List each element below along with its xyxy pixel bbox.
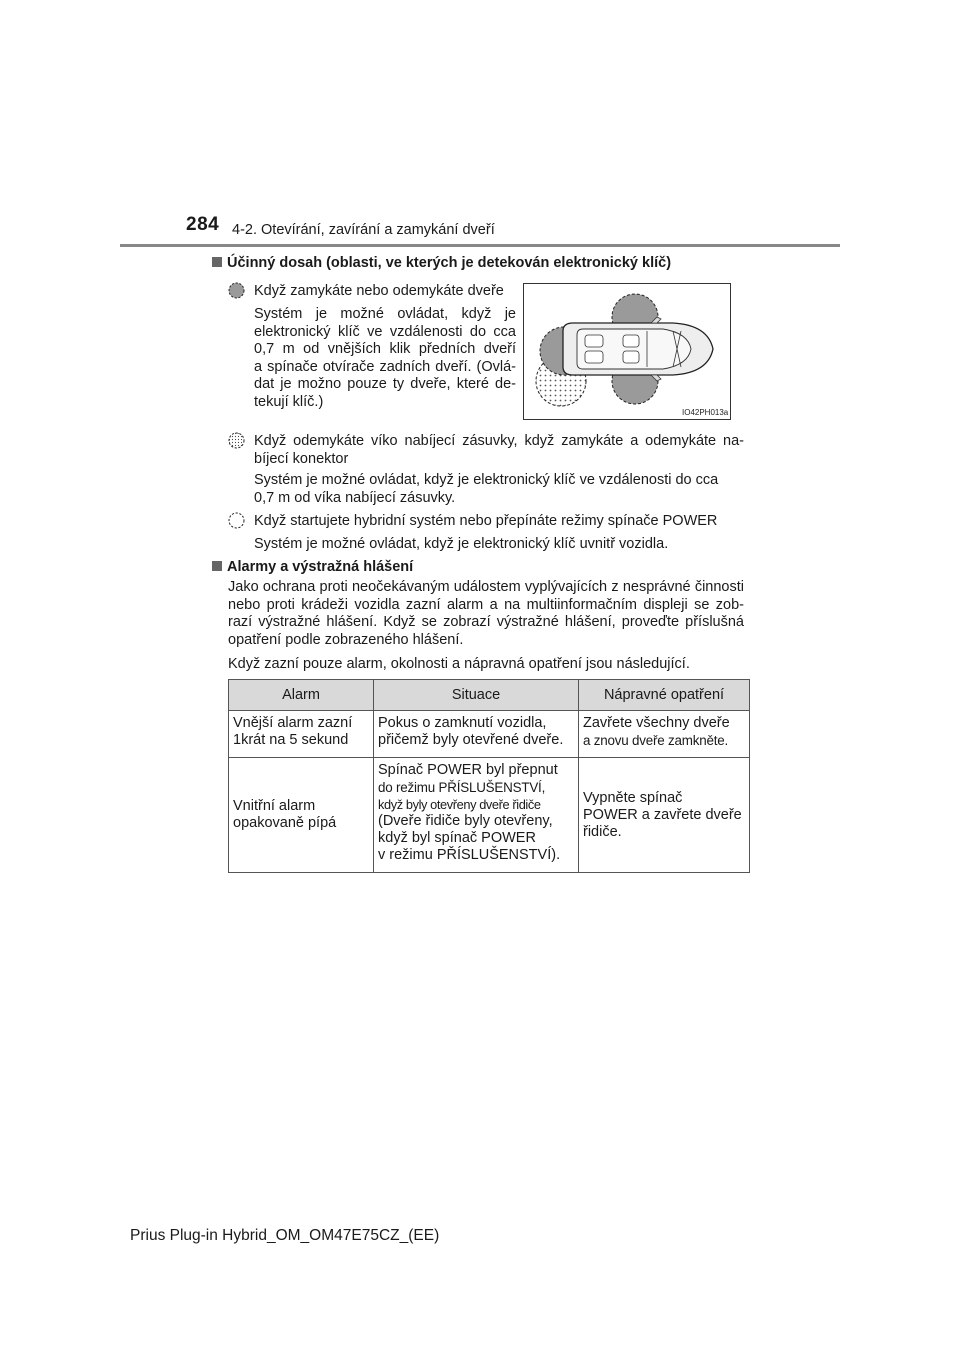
item2-title-line: bíjecí konektor xyxy=(254,450,349,467)
cell-line: Vnější alarm zazní xyxy=(233,715,353,731)
cell-line: POWER a zavřete dveře xyxy=(583,806,742,823)
alarm-paragraph xyxy=(228,579,744,649)
cell-situation xyxy=(374,758,579,873)
square-bullet-icon xyxy=(212,561,222,571)
cell-line: přičemž byly otevřené dveře. xyxy=(378,732,564,748)
car-top-view-illustration xyxy=(523,283,731,420)
cell-alarm xyxy=(229,758,374,873)
table-header-row xyxy=(229,680,750,711)
table-row xyxy=(229,758,750,873)
square-bullet-icon xyxy=(212,257,222,267)
alarm-heading-text: Alarmy a výstražná hlášení xyxy=(227,559,414,575)
cell-line: opakovaně pípá xyxy=(233,815,337,831)
range-heading-text: Účinný dosah (oblasti, ve kterých je detekován elektronický klíč) xyxy=(227,255,672,271)
item1-line: Systém je možné ovládat, když je xyxy=(254,306,516,322)
item2-title-line: Když odemykáte víko nabíjecí zásuvky, když zamykáte a odemykáte na- xyxy=(254,433,744,449)
item2-description xyxy=(254,472,744,507)
item3-title: Když startujete hybridní systém nebo přepínáte režimy spínače POWER xyxy=(254,513,718,529)
table-row xyxy=(229,711,750,758)
item1-line: 0,7 m od vnějších klik předních dveří xyxy=(254,341,516,357)
header-rule xyxy=(120,244,840,247)
alarm-paragraph-line: Jako ochrana proti neočekávaným událostem vyplývajících z nesprávné činnosti xyxy=(228,579,744,595)
alarm-paragraph-line: nebo proti krádeži vozidla zazní alarm a na multiinformačním displeji se zob- xyxy=(228,596,744,613)
alarm-table xyxy=(228,679,750,873)
cell-line: 1krát na 5 sekund xyxy=(233,732,349,748)
section-title: 4-2. Otevírání, zavírání a zamykání dveří xyxy=(232,222,495,238)
item2-line: 0,7 m od víka nabíjecí zásuvky. xyxy=(254,489,456,506)
column-header-alarm: Alarm xyxy=(229,680,374,711)
item1-line: a spínače otvírače zadních dveří. (Ovlá- xyxy=(254,358,516,375)
cell-line: v režimu PŘÍSLUŠENSTVÍ). xyxy=(378,847,561,863)
alarm-paragraph-line: razí výstražné hlášení. Když se zobrazí výstražné hlášení, proveďte příslušná xyxy=(228,614,744,630)
column-header-situation: Situace xyxy=(374,680,579,711)
zone-interior-icon xyxy=(228,512,245,529)
cell-line: do režimu PŘÍSLUŠENSTVÍ, xyxy=(378,780,546,795)
cell-line: a znovu dveře zamkněte. xyxy=(583,733,729,748)
cell-line: když byly otevřeny dveře řidiče xyxy=(378,797,541,812)
item2-line: Systém je možné ovládat, když je elektronický klíč ve vzdálenosti do cca xyxy=(254,472,719,488)
page-number: 284 xyxy=(186,214,220,235)
range-heading xyxy=(212,255,671,271)
cell-action xyxy=(579,711,750,758)
alarm-heading xyxy=(212,559,413,575)
column-header-action: Nápravné opatření xyxy=(579,680,750,711)
cell-alarm xyxy=(229,711,374,758)
alarm-intro: Když zazní pouze alarm, okolnosti a nápravná opatření jsou následující. xyxy=(228,656,690,672)
footer-doc-id: Prius Plug-in Hybrid_OM_OM47E75CZ_(EE) xyxy=(130,1227,440,1244)
cell-line: Pokus o zamknutí vozidla, xyxy=(378,715,547,731)
cell-line: Vypněte spínač xyxy=(583,789,683,806)
item1-line: elektronický klíč ve vzdálenosti do cca xyxy=(254,323,516,340)
cell-line: Zavřete všechny dveře xyxy=(583,715,730,731)
item1-line: dat je možno pouze ty dveře, které de- xyxy=(254,376,516,392)
range-diagram xyxy=(523,283,731,420)
cell-action xyxy=(579,758,750,873)
cell-line: (Dveře řidiče byly otevřeny, xyxy=(378,813,553,829)
diagram-code: IO42PH013a xyxy=(682,408,729,417)
cell-line: když byl spínač POWER xyxy=(378,830,536,846)
zone-dashed-solid-icon xyxy=(228,282,245,299)
item1-title: Když zamykáte nebo odemykáte dveře xyxy=(254,283,504,299)
item3-description: Systém je možné ovládat, když je elektronický klíč uvnitř vozidla. xyxy=(254,536,669,552)
cell-line: Spínač POWER byl přepnut xyxy=(378,762,558,778)
item2-title xyxy=(254,433,744,468)
item1-line: tekují klíč.) xyxy=(254,393,324,410)
cell-line: řidiče. xyxy=(583,823,622,840)
zone-dotted-icon xyxy=(228,432,245,449)
cell-situation xyxy=(374,711,579,758)
cell-line: Vnitřní alarm xyxy=(233,798,316,814)
alarm-paragraph-line: opatření podle zobrazeného hlášení. xyxy=(228,631,464,648)
item1-description xyxy=(254,306,516,411)
